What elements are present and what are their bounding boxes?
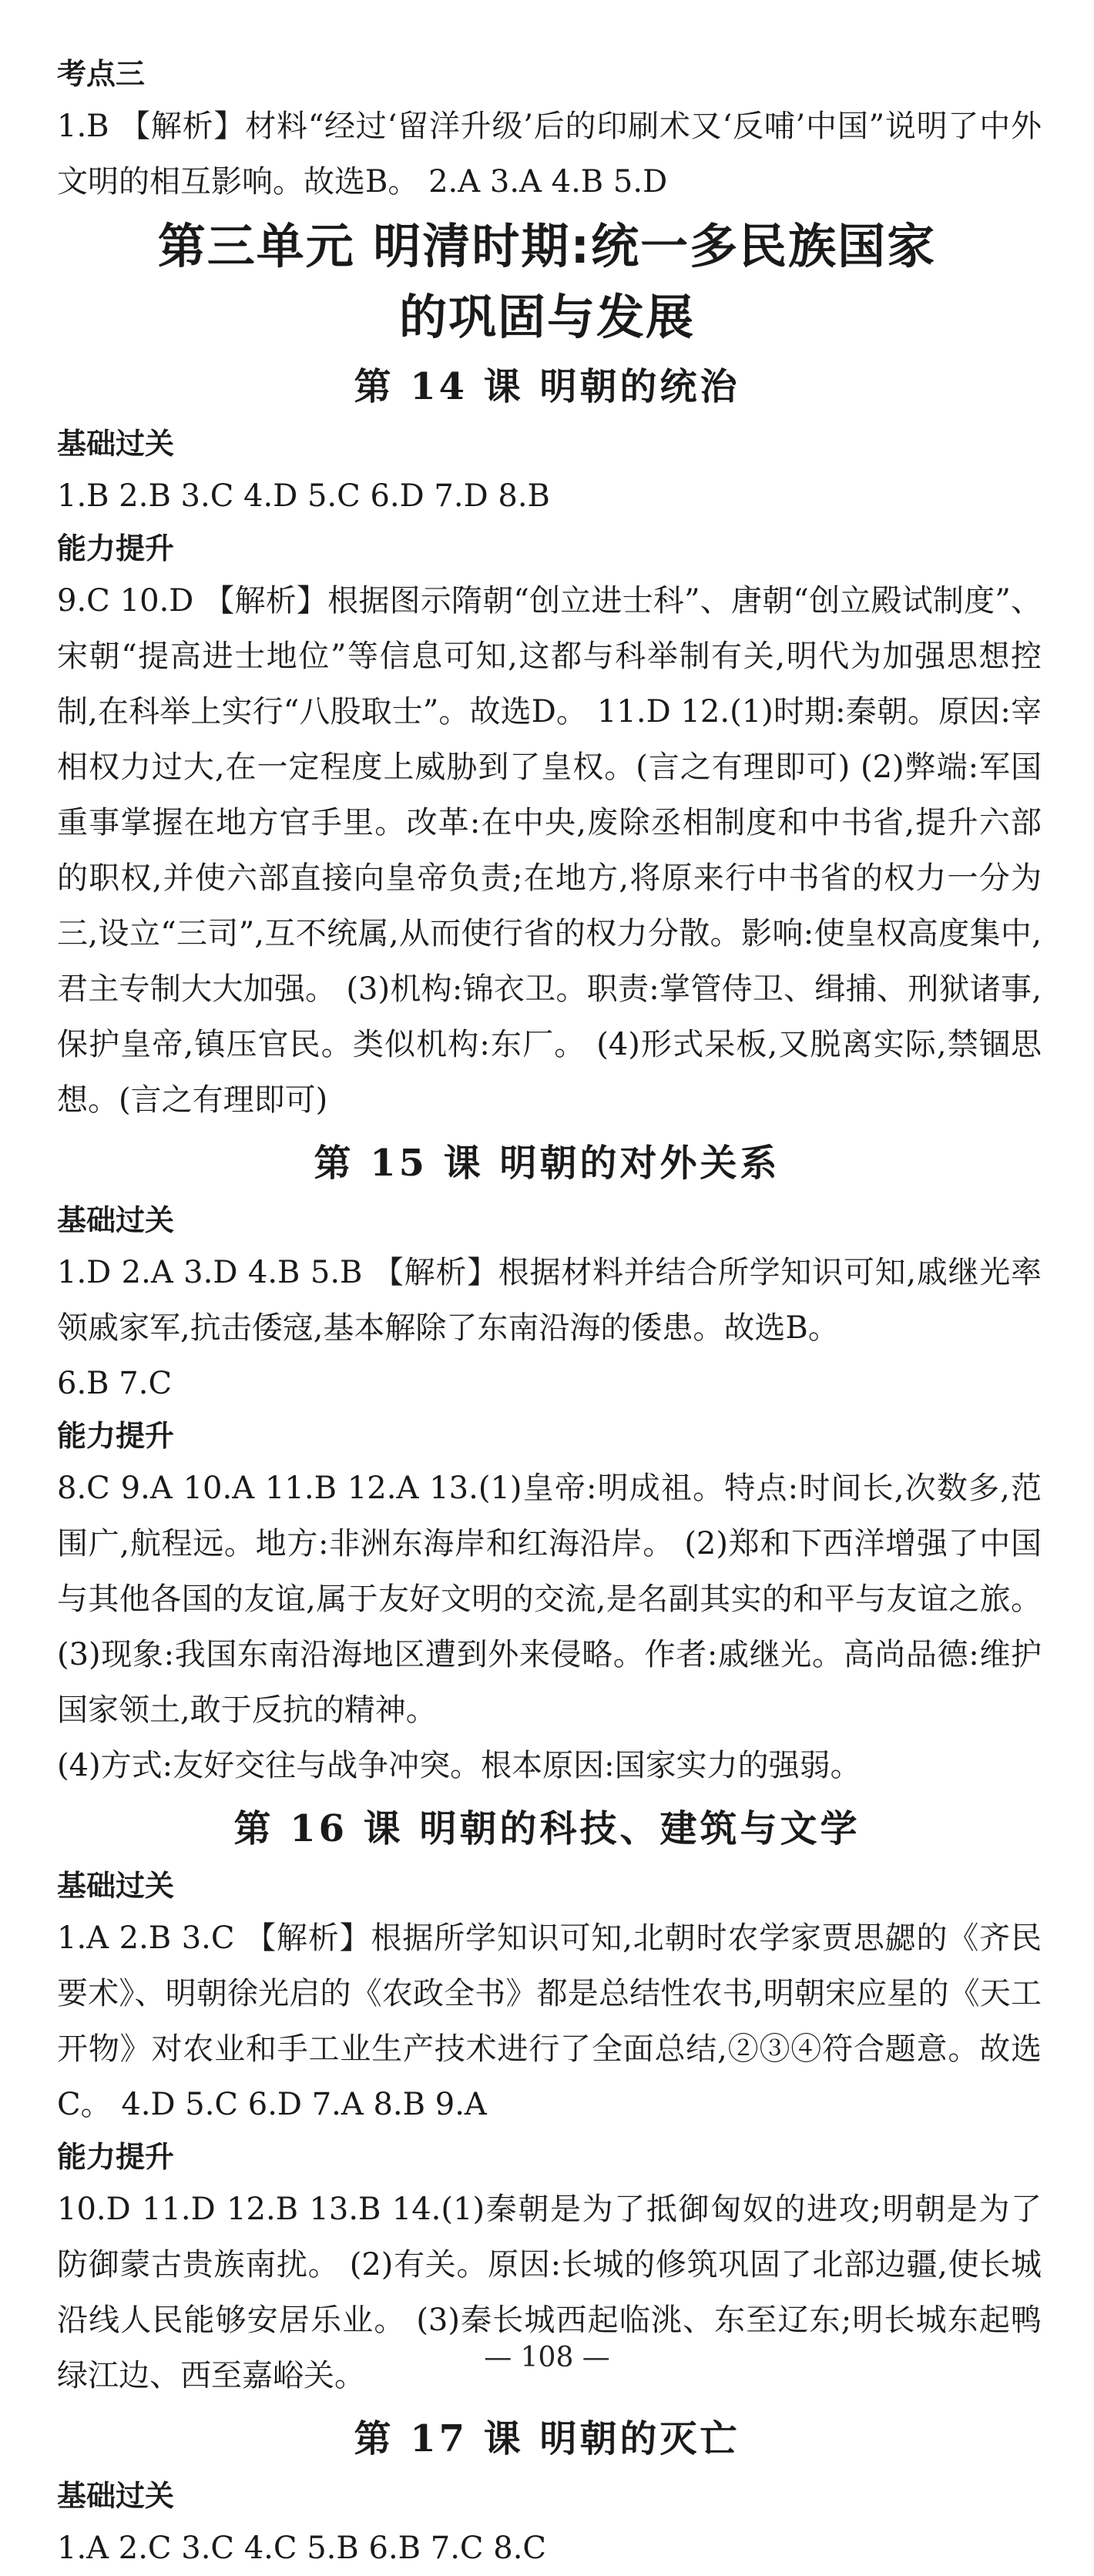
answer-paragraph: 10.D 11.D 12.B 13.B 14.(1)秦朝是为了抵御匈奴的进攻;明朝是为了防御蒙古贵族南扰。 (2)有关。原因:长城的修筑巩固了北部边疆,使长城沿线人民能够安居乐业。 (3)秦长城西起临洮、东至辽东;明长城东起鸭绿江边、西至嘉峪关。 bbox=[57, 2192, 1042, 2393]
basic-section-heading: 基础过关 bbox=[57, 2479, 175, 2513]
lesson-17-title: 第 17 课 明朝的灭亡 bbox=[354, 2417, 740, 2460]
section-heading-kaodian-3: 考点三 bbox=[57, 57, 146, 91]
answer-paragraph: 1.B 2.B 3.C 4.D 5.C 6.D 7.D 8.B bbox=[57, 478, 550, 514]
basic-section-heading: 基础过关 bbox=[57, 427, 175, 461]
lesson-14-title: 第 14 课 明朝的统治 bbox=[354, 365, 740, 408]
answer-paragraph: 8.C 9.A 10.A 11.B 12.A 13.(1)皇帝:明成祖。特点:时间长,次数多,范围广,航程远。地方:非洲东海岸和红海沿岸。 (2)郑和下西洋增强了中国与其他各国的友谊,属于友好文明的交流,是名副其实的和平与友谊之旅。 (3)现象:我国东南沿海地区遭到外来侵略。作者:戚继光。高尚品德:维护国家领土,敢于反抗的精神。 bbox=[57, 1471, 1042, 1728]
answer-paragraph: 1.A 2.C 3.C 4.C 5.B 6.B 7.C 8.C bbox=[57, 2531, 547, 2566]
answer-paragraph: 1.A 2.B 3.C 【解析】根据所学知识可知,北朝时农学家贾思勰的《齐民要术》、明朝徐光启的《农政全书》都是总结性农书,明朝宋应星的《天工开物》对农业和手工业生产技术进行了全面总结,②③④符合题意。故选C。 4.D 5.C 6.D 7.A 8.B 9.A bbox=[57, 1920, 1042, 2122]
answer-paragraph: 6.B 7.C bbox=[57, 1366, 173, 1401]
unit-title-line-1: 第三单元 明清时期:统一多民族国家 bbox=[157, 218, 937, 274]
advanced-section-heading: 能力提升 bbox=[57, 2140, 175, 2174]
lesson-15-title: 第 15 课 明朝的对外关系 bbox=[314, 1142, 780, 1185]
answer-paragraph: (4)方式:友好交往与战争冲突。根本原因:国家实力的强弱。 bbox=[57, 1748, 861, 1783]
answer-paragraph: 1.D 2.A 3.D 4.B 5.B 【解析】根据材料并结合所学知识可知,戚继光率领戚家军,抗击倭寇,基本解除了东南沿海的倭患。故选B。 bbox=[57, 1255, 1042, 1346]
answer-paragraph: 1.B 【解析】材料“经过‘留洋升级’后的印刷术又‘反哺’中国”说明了中外文明的相互影响。故选B。 2.A 3.A 4.B 5.D bbox=[57, 109, 1042, 200]
page-content bbox=[46, 49, 1048, 2576]
lesson-16-title: 第 16 课 明朝的科技、建筑与文学 bbox=[233, 1807, 861, 1850]
page-number: — 108 — bbox=[484, 2342, 610, 2373]
advanced-section-heading: 能力提升 bbox=[57, 1419, 175, 1453]
basic-section-heading: 基础过关 bbox=[57, 1869, 175, 1903]
unit-title-line-2: 的巩固与发展 bbox=[398, 289, 695, 345]
basic-section-heading: 基础过关 bbox=[57, 1203, 175, 1237]
answer-paragraph: 9.C 10.D 【解析】根据图示隋朝“创立进士科”、唐朝“创立殿试制度”、宋朝“提高进士地位”等信息可知,这都与科举制有关,明代为加强思想控制,在科举上实行“八股取士”。故选D。 11.D 12.(1)时期:秦朝。原因:宰相权力过大,在一定程度上威胁到了皇权。(言之有理即可) (2)弊端:军国重事掌握在地方官手里。改革:在中央,废除丞相制度和中书省,提升六部的职权,并使六部直接向皇帝负责;在地方,将原来行中书省的权力一分为三,设立“三司”,互不统属,从而使行省的权力分散。影响:使皇权高度集中,君主专制大大加强。 (3)机构:锦衣卫。职责:掌管侍卫、缉捕、刑狱诸事,保护皇帝,镇压官民。类似机构:东厂。 (4)形式呆板,又脱离实际,禁锢思想。(言之有理即可) bbox=[57, 583, 1042, 1118]
advanced-section-heading: 能力提升 bbox=[57, 532, 175, 565]
